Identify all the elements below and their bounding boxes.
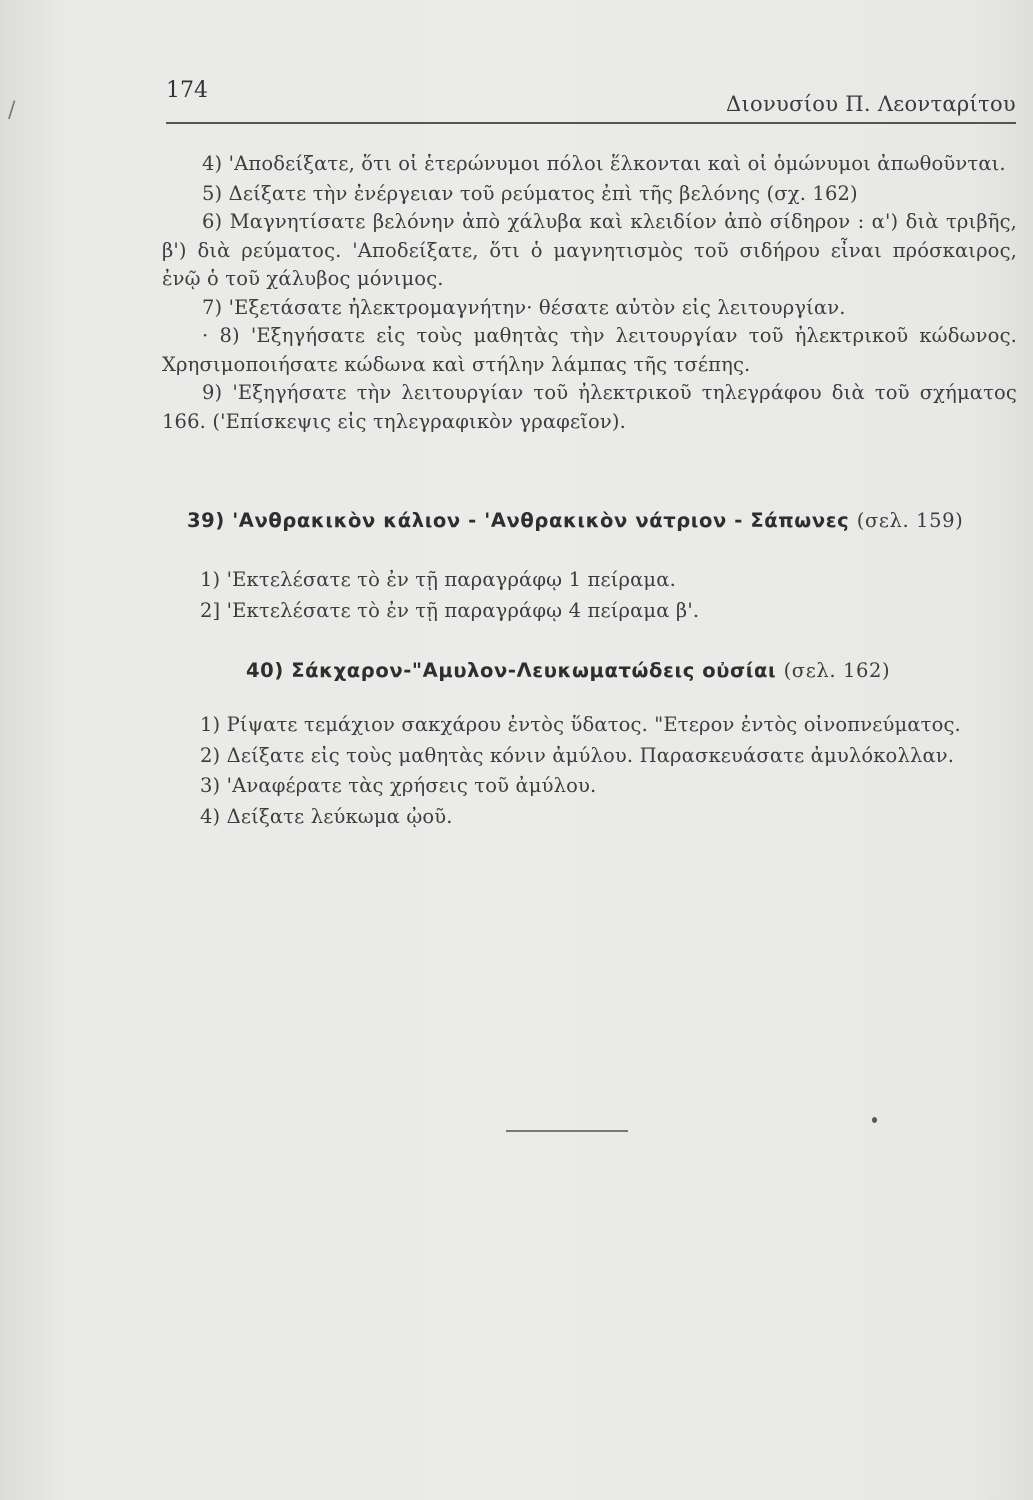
page-header xyxy=(166,78,1016,118)
section-39-heading xyxy=(187,509,963,532)
list-item: 1) 'Εκτελέσατε τὸ ἐν τῇ παραγράφῳ 1 πείραμα. xyxy=(200,568,676,591)
section-39-list xyxy=(162,566,1017,625)
header-rule xyxy=(166,122,1016,124)
page-number: 174 xyxy=(166,78,208,103)
list-item: 1) Ρίψατε τεμάχιον σακχάρου ἐντὸς ὕδατος. "Ετερον ἐντὸς οἰνοπνεύματος. xyxy=(200,713,961,736)
running-head: Διονυσίου Π. Λεονταρίτου xyxy=(726,92,1016,116)
end-rule xyxy=(506,1130,628,1132)
list-item: 4) Δείξατε λεύκωμα ᾠοῦ. xyxy=(200,804,453,828)
section-40-page-ref: (σελ. 162) xyxy=(783,659,891,682)
section-39-page-ref: (σελ. 159) xyxy=(856,509,964,532)
list-item: · 8) 'Εξηγήσατε εἰς τοὺς μαθητὰς τὴν λειτουργίαν τοῦ ἠλεκτρικοῦ κώδωνος. Χρησιμοποιήσατε κώδωνα καὶ στήλην λάμπας τῆς τσέπης. xyxy=(162,324,1017,376)
section-40-list xyxy=(162,711,1017,831)
list-item: 6) Μαγνητίσατε βελόνην ἀπὸ χάλυβα καὶ κλειδίον ἀπὸ σίδηρον : α') διὰ τριβῆς, β') διὰ ρεύματος. 'Αποδείξατε, ὅτι ὁ μαγνητισμὸς τοῦ σιδήρου εἶναι πρόσκαιρος, ἐνῷ ὁ τοῦ χάλυβος μόνιμος. xyxy=(162,210,1017,290)
section-38-list xyxy=(162,150,1017,436)
section-39-title: 39) 'Ανθρακικὸν κάλιον - 'Ανθρακικὸν νάτριον - Σάπωνες xyxy=(187,509,850,532)
list-item: 4) 'Αποδείξατε, ὅτι οἱ ἑτερώνυμοι πόλοι ἕλκονται καὶ οἱ ὁμώνυμοι ἀπωθοῦνται. xyxy=(202,152,1006,175)
list-item: 9) 'Εξηγήσατε τὴν λειτουργίαν τοῦ ἠλεκτρικοῦ τηλεγράφου διὰ τοῦ σχήματος 166. ('Επίσκεψις εἰς τηλεγραφικὸν γραφεῖον). xyxy=(162,381,1017,433)
list-item: 2) Δείξατε εἰς τοὺς μαθητὰς κόνιν ἀμύλου. Παρασκευάσατε ἀμυλόκολλαν. xyxy=(200,743,955,767)
ink-speck xyxy=(872,1117,877,1123)
section-40-title: 40) Σάκχαρον-"Αμυλον-Λευκωματώδεις οὐσίαι xyxy=(246,659,777,682)
list-item: 2] 'Εκτελέσατε τὸ ἐν τῇ παραγράφῳ 4 πείραμα β'. xyxy=(200,598,700,622)
list-item: 7) 'Εξετάσατε ἠλεκτρομαγνήτην· θέσατε αὐτὸν εἰς λειτουργίαν. xyxy=(202,295,846,319)
list-item: 5) Δείξατε τὴν ἐνέργειαν τοῦ ρεύματος ἐπὶ τῆς βελόνης (σχ. 162) xyxy=(202,181,858,205)
section-40-heading xyxy=(246,659,890,682)
margin-pencil-mark: / xyxy=(8,98,16,123)
list-item: 3) 'Αναφέρατε τὰς χρήσεις τοῦ ἀμύλου. xyxy=(200,774,597,797)
